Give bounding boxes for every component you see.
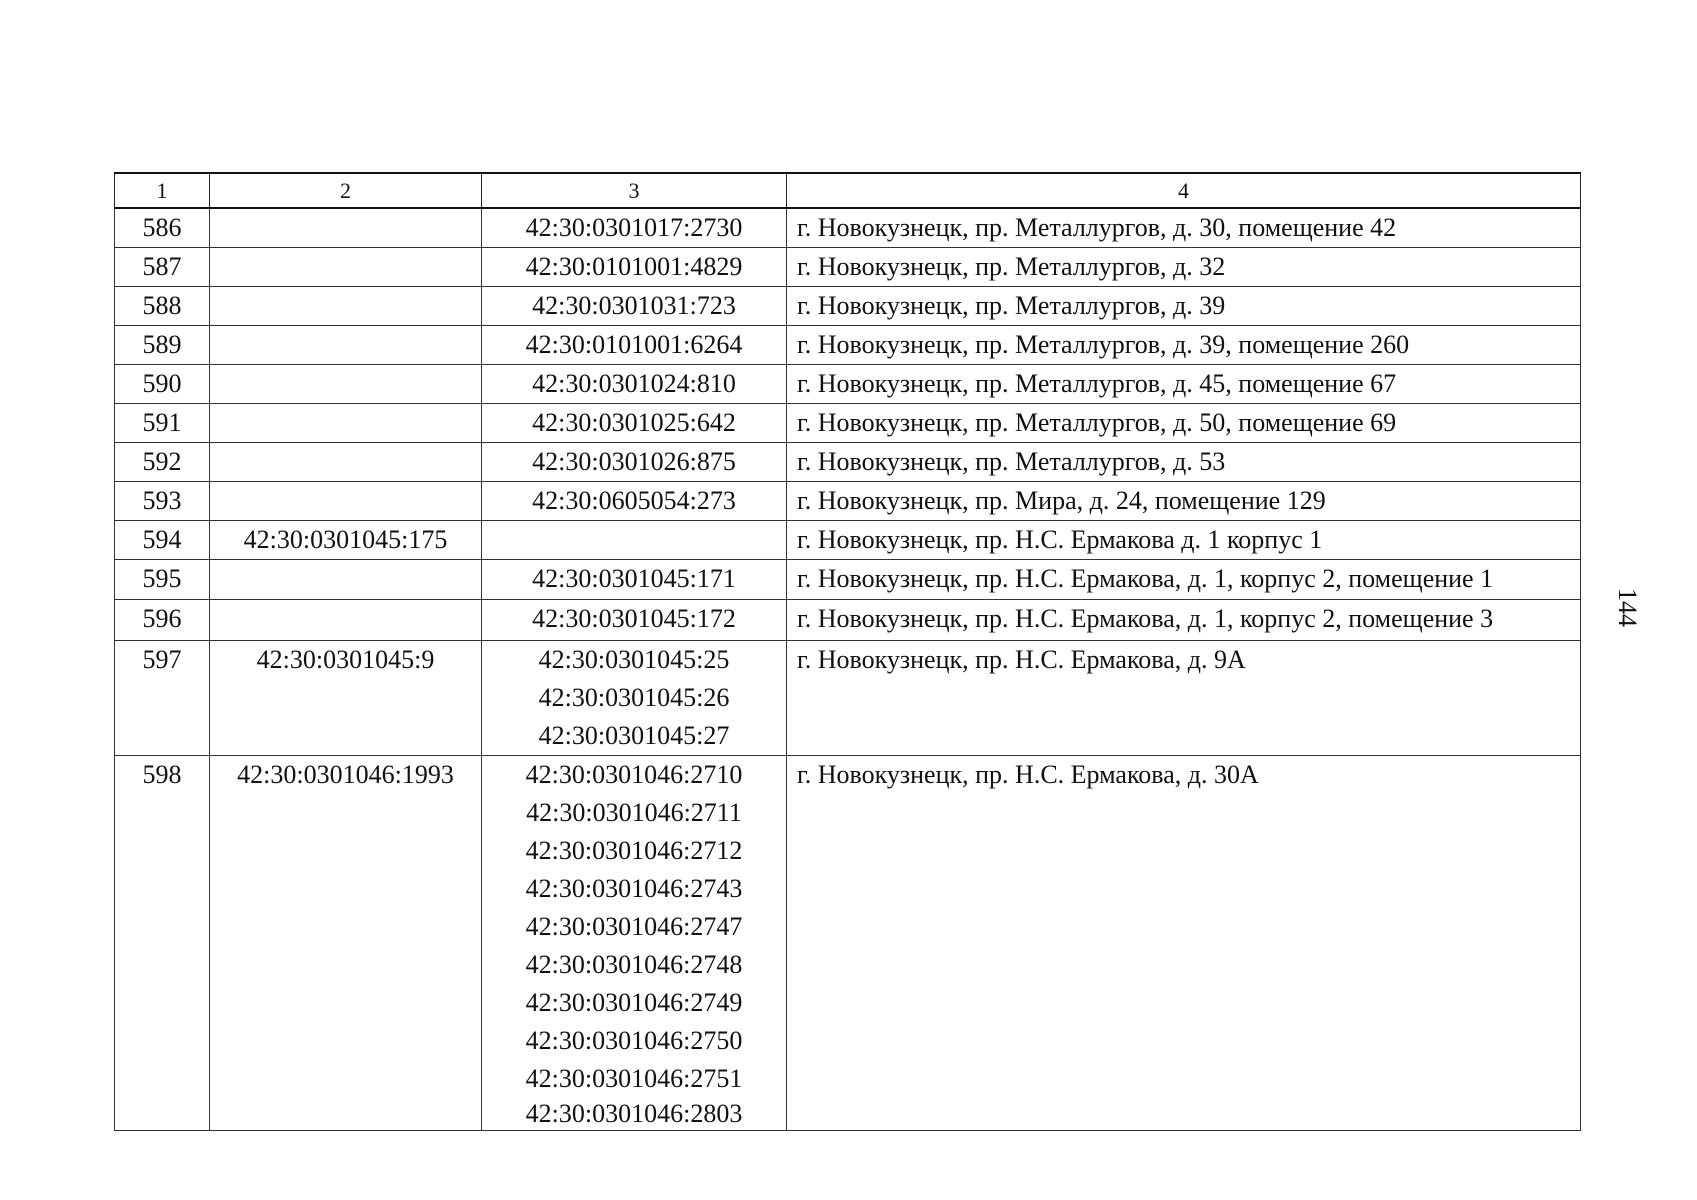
- land-plot-cell: [210, 443, 482, 482]
- cadastral-numbers-cell: [482, 287, 787, 326]
- land-plot-cell: 42:30:0301045:9: [210, 641, 482, 756]
- cadastral-number: 42:30:0301046:2751: [525, 1064, 743, 1093]
- land-plot-cell: [210, 600, 482, 641]
- column-header-4: 4: [787, 173, 1581, 208]
- table-row: [115, 248, 1581, 287]
- row-number-cell: 592: [115, 443, 210, 482]
- cadastral-number: 42:30:0301017:2730: [525, 213, 743, 242]
- cadastral-number: 42:30:0301045:25: [538, 645, 730, 674]
- column-header-2: 2: [210, 173, 482, 208]
- address-cell: г. Новокузнецк, пр. Н.С. Ермакова, д. 9А: [787, 641, 1581, 756]
- address-cell: г. Новокузнецк, пр. Металлургов, д. 39: [787, 287, 1581, 326]
- page-number: 144: [1613, 588, 1642, 627]
- cadastral-number: 42:30:0301046:2710: [525, 760, 743, 789]
- table-row: [115, 208, 1581, 248]
- table-row: [115, 600, 1581, 641]
- table-row: [115, 326, 1581, 365]
- cadastral-table: [114, 172, 1581, 1131]
- cadastral-numbers-cell: [482, 443, 787, 482]
- land-plot-cell: [210, 560, 482, 600]
- cadastral-numbers-cell: [482, 248, 787, 287]
- row-number-cell: 591: [115, 404, 210, 443]
- address-cell: г. Новокузнецк, пр. Мира, д. 24, помещение 129: [787, 482, 1581, 521]
- address-cell: г. Новокузнецк, пр. Металлургов, д. 39, помещение 260: [787, 326, 1581, 365]
- cadastral-numbers-cell: [482, 326, 787, 365]
- cadastral-number: 42:30:0301024:810: [532, 369, 736, 398]
- cadastral-numbers-cell: [482, 482, 787, 521]
- land-plot-cell: 42:30:0301045:175: [210, 521, 482, 560]
- table-row: [115, 482, 1581, 521]
- row-number-cell: 593: [115, 482, 210, 521]
- cadastral-number: 42:30:0301045:27: [538, 721, 730, 750]
- land-plot-cell: [210, 482, 482, 521]
- table-body: [115, 208, 1581, 1131]
- cadastral-numbers-cell: [482, 208, 787, 248]
- table-row: [115, 365, 1581, 404]
- cadastral-numbers-cell: [482, 756, 787, 1131]
- row-number-cell: 590: [115, 365, 210, 404]
- row-number-cell: 598: [115, 756, 210, 1131]
- address-cell: г. Новокузнецк, пр. Н.С. Ермакова, д. 30А: [787, 756, 1581, 1131]
- address-cell: г. Новокузнецк, пр. Металлургов, д. 45, помещение 67: [787, 365, 1581, 404]
- column-header-1: 1: [115, 173, 210, 208]
- land-plot-cell: 42:30:0301046:1993: [210, 756, 482, 1131]
- address-cell: г. Новокузнецк, пр. Н.С. Ермакова, д. 1, корпус 2, помещение 3: [787, 600, 1581, 641]
- cadastral-number: 42:30:0301046:2749: [525, 988, 743, 1017]
- cadastral-number: 42:30:0301046:2747: [525, 912, 743, 941]
- cadastral-numbers-cell: [482, 560, 787, 600]
- row-number-cell: 587: [115, 248, 210, 287]
- address-cell: г. Новокузнецк, пр. Металлургов, д. 50, помещение 69: [787, 404, 1581, 443]
- address-cell: г. Новокузнецк, пр. Н.С. Ермакова д. 1 корпус 1: [787, 521, 1581, 560]
- land-plot-cell: [210, 326, 482, 365]
- land-plot-cell: [210, 248, 482, 287]
- cadastral-number: 42:30:0301046:2743: [525, 874, 743, 903]
- cadastral-numbers-cell: [482, 641, 787, 756]
- row-number-cell: 597: [115, 641, 210, 756]
- row-number-cell: 589: [115, 326, 210, 365]
- table-row: [115, 404, 1581, 443]
- land-plot-cell: [210, 287, 482, 326]
- cadastral-number: 42:30:0301031:723: [532, 291, 736, 320]
- cadastral-numbers-cell: [482, 521, 787, 560]
- cadastral-number: 42:30:0301045:172: [532, 604, 736, 633]
- table-row: [115, 756, 1581, 1131]
- land-plot-cell: [210, 365, 482, 404]
- cadastral-number: 42:30:0301046:2712: [525, 836, 743, 865]
- table-header: [115, 173, 1581, 208]
- cadastral-number: 42:30:0301025:642: [532, 408, 736, 437]
- cadastral-number: 42:30:0101001:6264: [525, 330, 743, 359]
- cadastral-numbers-cell: [482, 404, 787, 443]
- cadastral-numbers-cell: [482, 365, 787, 404]
- address-cell: г. Новокузнецк, пр. Н.С. Ермакова, д. 1, корпус 2, помещение 1: [787, 560, 1581, 600]
- cadastral-numbers-cell: [482, 600, 787, 641]
- table-row: [115, 521, 1581, 560]
- land-plot-cell: [210, 404, 482, 443]
- address-cell: г. Новокузнецк, пр. Металлургов, д. 53: [787, 443, 1581, 482]
- row-number-cell: 596: [115, 600, 210, 641]
- column-header-3: 3: [482, 173, 787, 208]
- cadastral-number: 42:30:0301046:2803: [525, 1099, 743, 1128]
- address-cell: г. Новокузнецк, пр. Металлургов, д. 32: [787, 248, 1581, 287]
- row-number-cell: 588: [115, 287, 210, 326]
- cadastral-number: 42:30:0301026:875: [532, 447, 736, 476]
- header-row: [115, 173, 1581, 208]
- cadastral-number: 42:30:0301045:171: [532, 564, 736, 593]
- table-row: [115, 560, 1581, 600]
- cadastral-number: 42:30:0101001:4829: [525, 252, 743, 281]
- cadastral-number: 42:30:0605054:273: [532, 486, 736, 515]
- land-plot-cell: [210, 208, 482, 248]
- table-row: [115, 287, 1581, 326]
- table-row: [115, 641, 1581, 756]
- table-row: [115, 443, 1581, 482]
- row-number-cell: 586: [115, 208, 210, 248]
- cadastral-number: 42:30:0301045:26: [538, 683, 730, 712]
- cadastral-number: 42:30:0301046:2750: [525, 1026, 743, 1055]
- cadastral-number: 42:30:0301046:2711: [526, 798, 742, 827]
- row-number-cell: 595: [115, 560, 210, 600]
- cadastral-number: 42:30:0301046:2748: [525, 950, 743, 979]
- row-number-cell: 594: [115, 521, 210, 560]
- address-cell: г. Новокузнецк, пр. Металлургов, д. 30, помещение 42: [787, 208, 1581, 248]
